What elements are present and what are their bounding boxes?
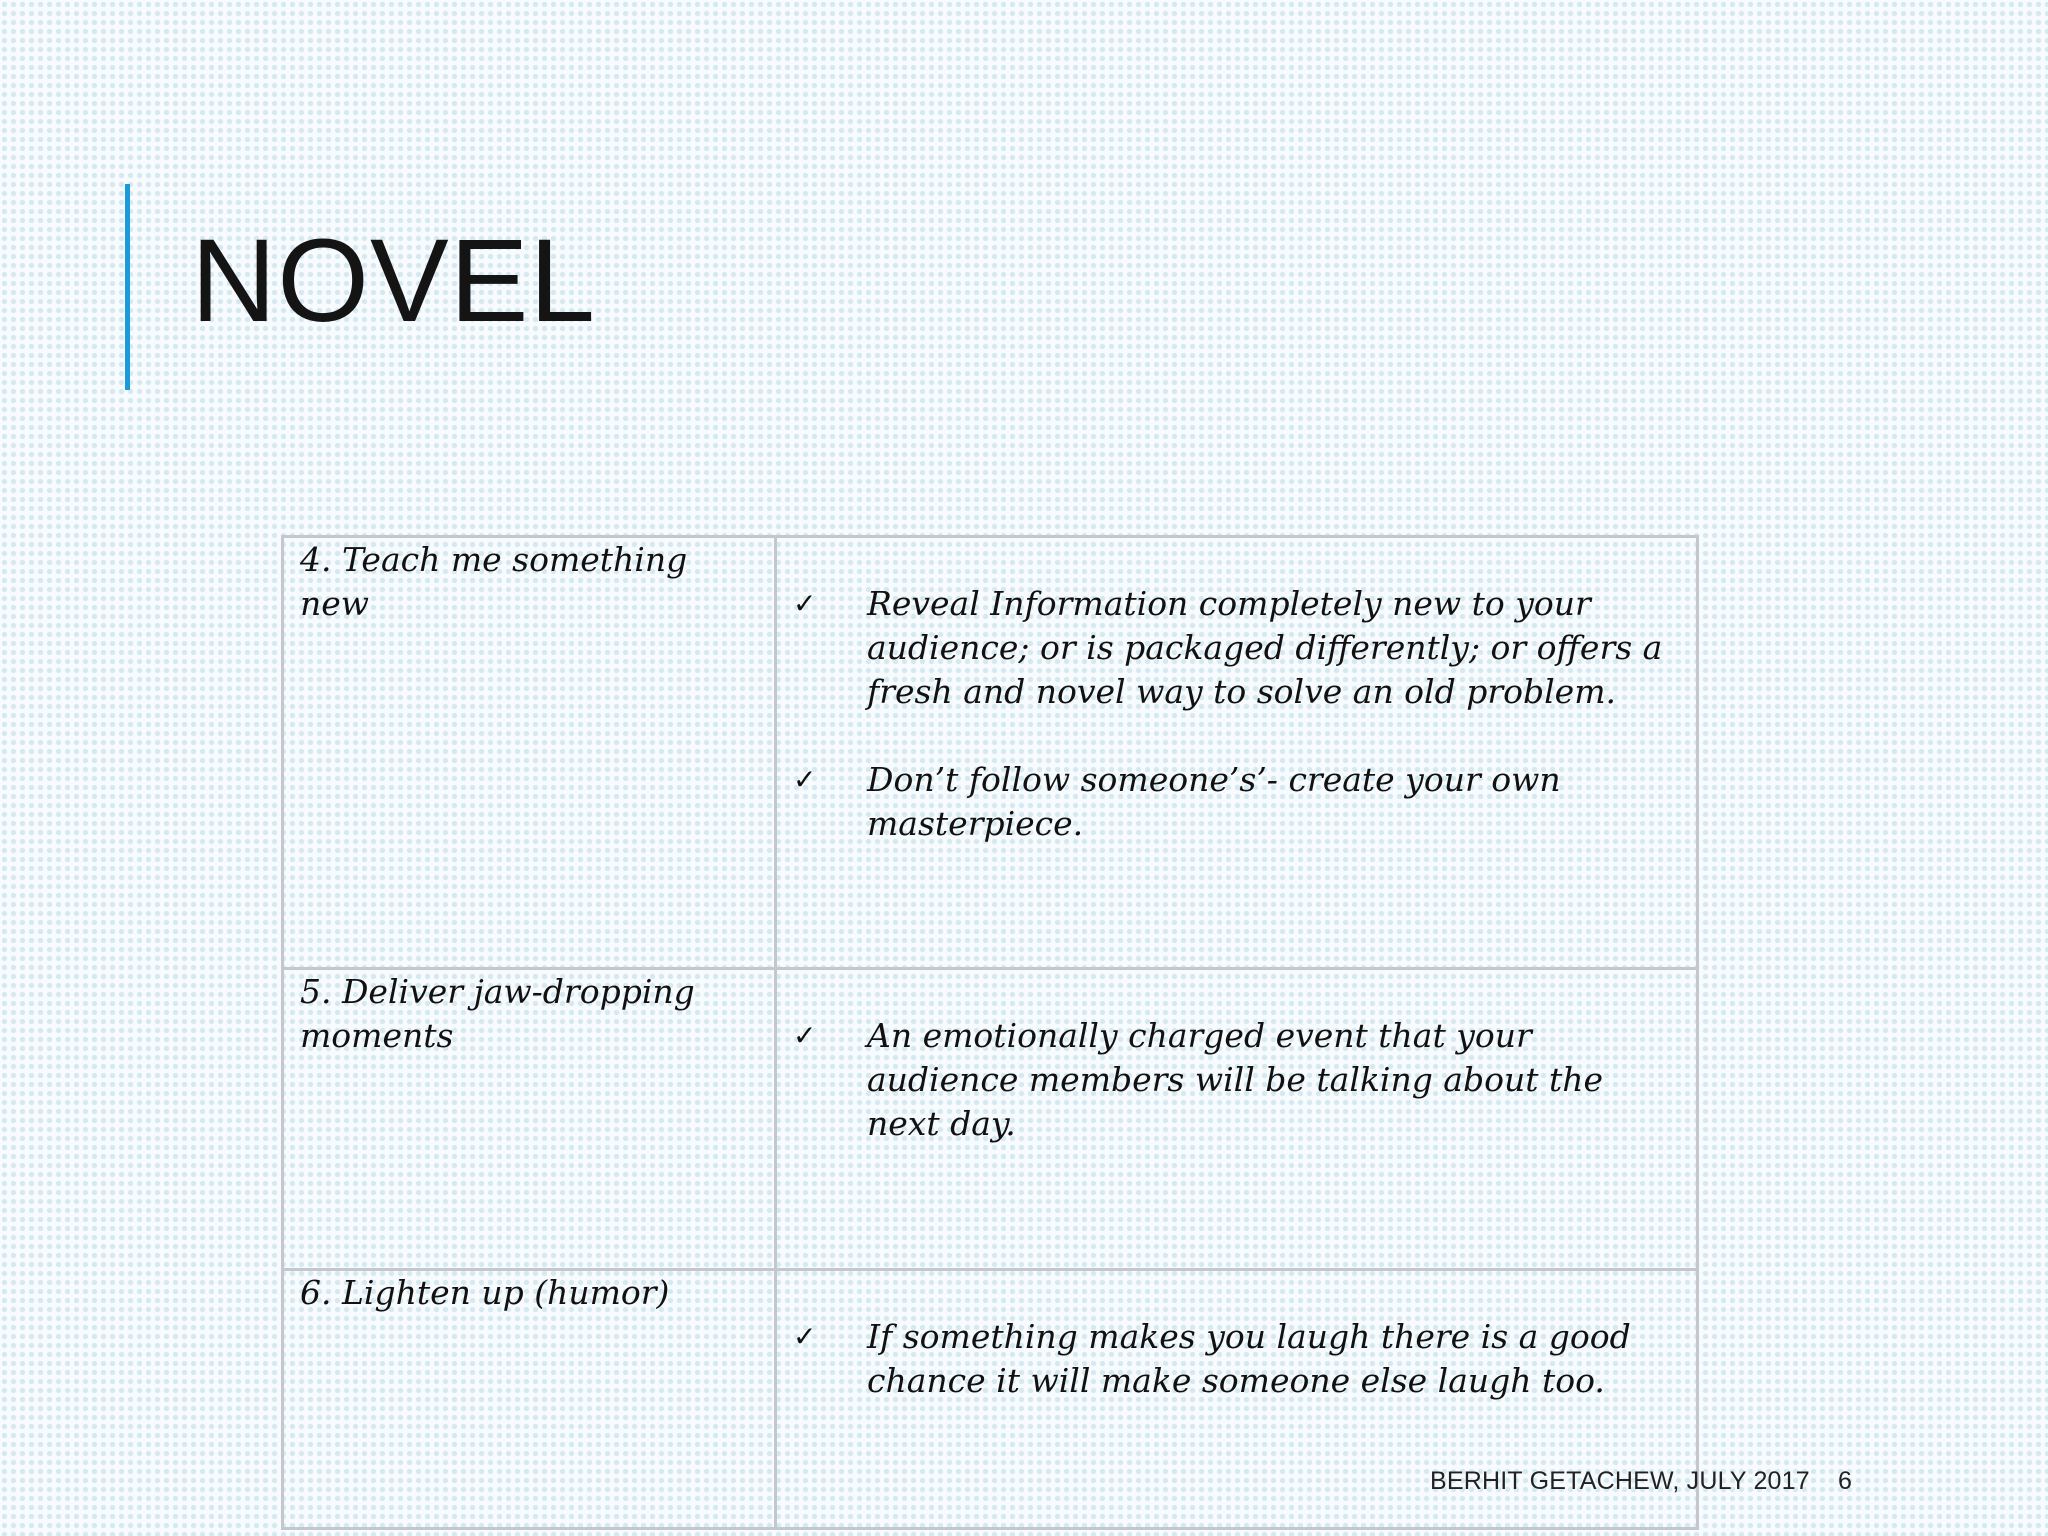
footer-author-date: BERHIT GETACHEW, JULY 2017 <box>1430 1467 1810 1495</box>
row-bullets <box>776 969 1698 1270</box>
row-heading: 5. Deliver jaw-dropping moments <box>283 969 776 1270</box>
row-heading: 6. Lighten up (humor) <box>283 1270 776 1529</box>
row-heading: 4. Teach me something new <box>283 537 776 969</box>
bullet-list <box>777 1014 1676 1146</box>
list-item <box>777 758 1676 846</box>
page-number: 6 <box>1838 1467 1852 1495</box>
table-row <box>283 537 1698 969</box>
check-icon: ✓ <box>793 587 817 620</box>
list-item <box>777 1014 1676 1146</box>
bullet-text: An emotionally charged event that your audience members will be talking about the next day. <box>867 1016 1604 1143</box>
table-row <box>283 969 1698 1270</box>
list-item <box>777 582 1676 714</box>
bullet-list <box>777 1315 1676 1403</box>
row-bullets <box>776 537 1698 969</box>
bullet-text: Reveal Information completely new to your audience; or is packaged differently; or offers a fresh and novel way to solve an old problem. <box>867 584 1663 711</box>
bullet-text: If something makes you laugh there is a good chance it will make someone else laugh too. <box>867 1317 1631 1400</box>
slide-title: NOVEL <box>191 215 597 347</box>
check-icon: ✓ <box>793 1019 817 1052</box>
check-icon: ✓ <box>793 763 817 796</box>
bullet-text: Don’t follow someone’s’- create your own masterpiece. <box>867 760 1561 843</box>
check-icon: ✓ <box>793 1320 817 1353</box>
content-table <box>281 535 1699 1530</box>
list-item <box>777 1315 1676 1403</box>
title-accent-bar <box>125 184 130 390</box>
bullet-list <box>777 582 1676 846</box>
